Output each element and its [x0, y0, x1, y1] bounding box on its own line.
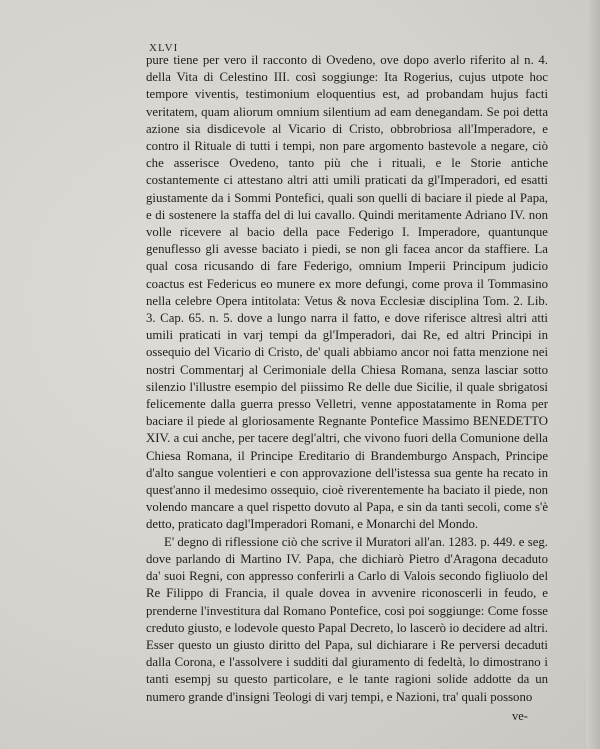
paragraph-2: E' degno di riflessione ciò che scrive il Muratori all'an. 1283. p. 449. e seg. dove parlando di Martino IV. Papa, che dichiarò Pietro d'Aragona decaduto da' suoi Regni, con appresso conferirli a Carlo di Valois secondo figliuolo del Re Filippo di Francia, il quale dovea in avvenire riconoscerli in feudo, e prenderne l'investitura dal Romano Pontefice, così poi soggiunge: Come fosse creduto giusto, e lodevole questo Papal Decreto, lo lascerò io decidere ad altri. Esser questo un giusto diritto del Papa, sul dichiarare i Re perversi decaduti dalla Corona, e l'assolvere i sudditi dal giuramento di fedeltà, lo dimostrano i tanti esempj su questo particolare, e le tante ragioni solide addotte da un numero grande d'insigni Teologi di varj tempi, e Nazioni, tra' quali possono — [146, 534, 548, 704]
page-number-header: XLVI — [149, 42, 179, 54]
paragraph-1: pure tiene per vero il racconto di Ovedeno, ove dopo averlo riferito al n. 4. della Vita di Celestino III. così soggiunge: Ita Rogerius, cujus utpote hoc tempore viventis, testimonium eloquentius est, ad probandam hujus facti veritatem, quam aliorum omnium silentium ad eam denegandam. Se poi detta azione sia disdicevole al Vicario di Cristo, obbrobriosa all'Imperadore, e contro il Rituale di tutti i tempi, non pare argomento bastevole a negare, ciò che asserisce Ovedeno, tanto più che i rituali, e le Storie antiche costantemente ci attestano altri atti umili praticati da gl'Imperadori, ed esatti giustamente da i Sommi Pontefici, quali son quelli di baciare il piede al Papa, e di sostenere la staffa del di lui cavallo. Quindi meritamente Adriano IV. non volle ricevere al bacio della pace Federigo I. Imperadore, quantunque genuflesso gli avesse baciato i piedi, se non gli facea ancor da staffiere. La qual cosa ricusando di fare Federigo, omnium Imperii Principum judicio coactus est Federicus eo munere ex more defungi, come prova il Tommasino nella celebre Opera intitolata: Vetus & nova Ecclesiæ disciplina Tom. 2. Lib. 3. Cap. 65. n. 5. dove a lungo narra il fatto, e dove riferisce altresì altri atti umili praticati in varj tempi da gl'Imperadori, dai Re, ed altri Principi in ossequio del Vicario di Cristo, de' quali abbiamo ancor noi fatta menzione nei nostri Commentarj al Cerimoniale della Chiesa Romana, senza lasciar sotto silenzio l'illustre esempio del piissimo Re delle due Sicilie, il quale sbrigatosi felicemente dalla guerra presso Velletri, venne appostatamente in Roma per baciare il piede al gloriosamente Regnante Pontefice Massimo BENEDETTO XIV. a cui anche, per tacere degl'altri, che vivono fuori della Comunione della Chiesa Romana, il Principe Ereditario di Brandemburgo Anspach, Principe d'alto sangue volentieri e con approvazione dell'istessa sua gente ha recato in quest'anno il medesimo ossequio, cioè riverentemente ha baciato il piede, non volendo mancare a quel rispetto dovuto al Papa, e sin da tanti secoli, come s'è detto, praticato dagl'Imperadori Romani, e Monarchi del Mondo. — [146, 53, 548, 532]
catchword: ve- — [512, 709, 528, 723]
body-text — [146, 52, 548, 706]
page-edge-shadow — [586, 0, 600, 749]
